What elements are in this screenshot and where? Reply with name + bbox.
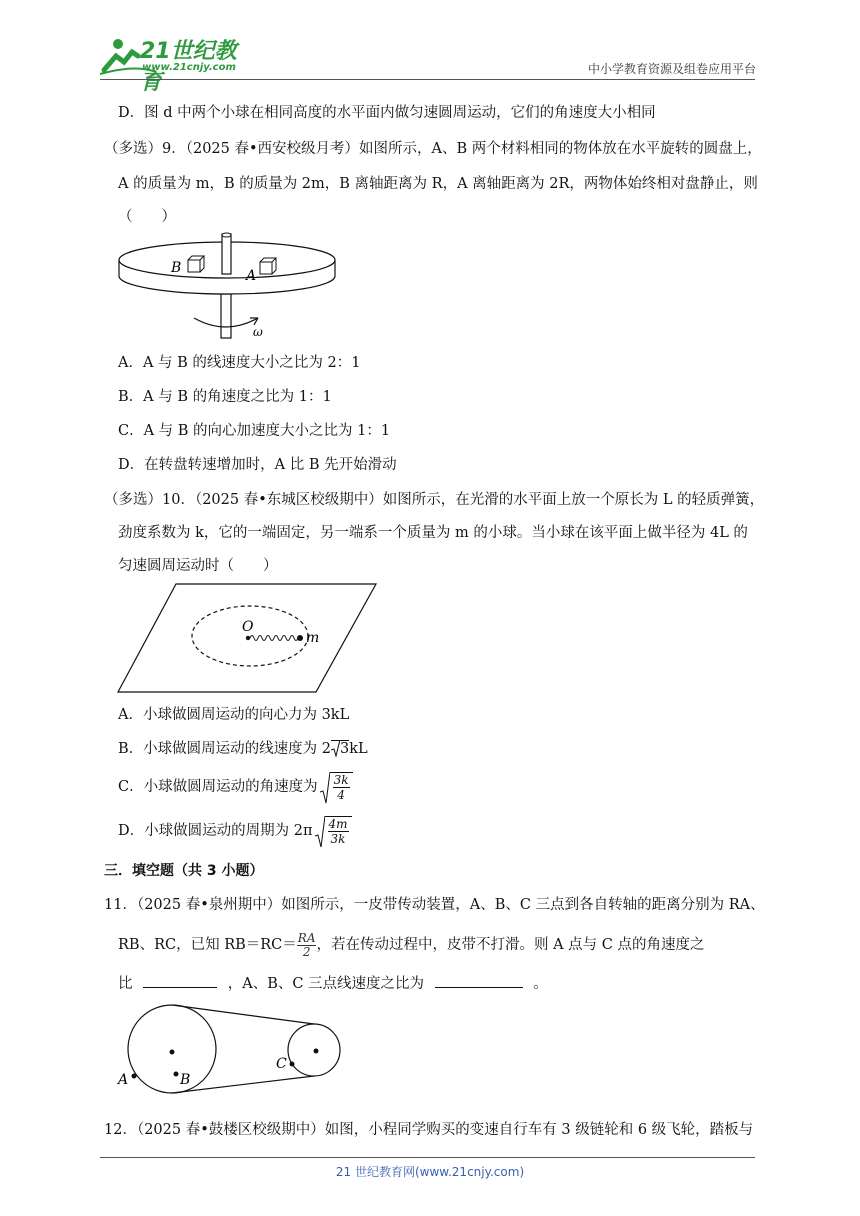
q10-c-text: C．小球做圆周运动的角速度为	[118, 779, 318, 795]
q10-b-unit: kL	[349, 741, 368, 757]
label-o: O	[242, 619, 254, 635]
q11-stem-line2	[118, 928, 705, 962]
q11-fraction	[297, 932, 317, 959]
q11-answer-blank-1[interactable]	[143, 973, 217, 988]
q10-d-denominator: 3k	[330, 832, 346, 846]
figure-spring-plane	[116, 580, 380, 696]
q11-line2-post: ，若在传动过程中，皮带不打滑。则 A 点与 C 点的角速度之	[316, 937, 705, 953]
q8-option-d: D．图 d 中两个小球在相同高度的水平面内做匀速圆周运动，它们的角速度大小相同	[118, 105, 656, 121]
footer-text: 21 世纪教育网(www.21cnjy.com)	[335, 1165, 525, 1179]
figure-belt-drive	[116, 1004, 348, 1098]
q10-b-text: B．小球做圆周运动的线速度为 2	[118, 741, 331, 757]
q11-stem-line3	[118, 973, 548, 994]
header-rule	[100, 79, 755, 80]
label-m: m	[306, 630, 320, 646]
label-b: B	[171, 260, 182, 276]
q11-line3-c: 。	[533, 976, 548, 992]
q10-b-sqrt	[331, 740, 349, 757]
q11-line3-a: 比	[118, 976, 133, 992]
figure-turntable	[116, 232, 338, 344]
q9-option-d: D．在转盘转速增加时，A 比 B 先开始滑动	[118, 457, 397, 473]
q10-option-b	[118, 739, 368, 759]
footer-rule	[100, 1157, 755, 1158]
q10-option-a: A．小球做圆周运动的向心力为 3kL	[118, 707, 350, 723]
q10-d-numerator: 4m	[328, 817, 348, 831]
q10-d-text: D．小球做圆运动的周期为 2π	[118, 823, 313, 839]
q11-fraction-numerator: RA	[297, 930, 316, 945]
q12-stem-line1: 12．（2025 春•鼓楼区校级期中）如图，小程同学购买的变速自行车有 3 级链轮和 6 级飞轮，踏板与	[104, 1122, 754, 1138]
label-omega: ω	[253, 325, 263, 339]
q9-option-a: A．A 与 B 的线速度大小之比为 2：1	[118, 355, 361, 371]
logo-url: www.21cnjy.com	[142, 62, 236, 73]
header-platform-text: 中小学教育资源及组卷应用平台	[587, 62, 756, 76]
q10-d-sqrt	[315, 816, 352, 846]
q9-option-c: C．A 与 B 的向心加速度大小之比为 1：1	[118, 423, 391, 439]
q9-option-b: B．A 与 B 的角速度之比为 1：1	[118, 389, 332, 405]
logo	[96, 34, 256, 95]
label-a: A	[118, 1072, 129, 1088]
q9-stem-line3: （ ）	[118, 209, 176, 225]
q11-line3-b: ，A、B、C 三点线速度之比为	[227, 976, 425, 992]
section-3-heading: 三．填空题（共 3 小题）	[104, 863, 264, 879]
q10-stem-line2: 劲度系数为 k，它的一端固定，另一端系一个质量为 m 的小球。当小球在该平面上做半径为 4L 的	[118, 525, 748, 541]
q10-b-radicand: 3	[340, 741, 350, 757]
q10-option-c	[118, 770, 353, 804]
q11-line2-pre: RB、RC，已知 RB＝RC＝	[118, 937, 297, 953]
q11-answer-blank-2[interactable]	[435, 973, 523, 988]
label-c: C	[276, 1056, 287, 1072]
label-a: A	[246, 268, 257, 284]
q11-fraction-denominator: 2	[302, 944, 311, 959]
q10-stem-line3: 匀速圆周运动时（ ）	[118, 558, 278, 574]
q9-stem-line1: （多选）9．（2025 春•西安校级月考）如图所示，A、B 两个材料相同的物体放在水平旋转的圆盘上，	[104, 141, 762, 157]
q10-c-sqrt	[320, 772, 353, 802]
q10-option-d	[118, 814, 352, 848]
label-b: B	[180, 1072, 191, 1088]
q10-c-denominator: 4	[337, 788, 345, 802]
q9-stem-line2: A 的质量为 m，B 的质量为 2m，B 离轴距离为 R，A 离轴距离为 2R，两物体始终相对盘静止，则	[118, 176, 758, 192]
q10-c-numerator: 3k	[333, 773, 349, 787]
logo-title: 21世纪教育	[140, 39, 237, 95]
q11-stem-line1: 11．（2025 春•泉州期中）如图所示，一皮带传动装置，A、B、C 三点到各自转轴的距离分别为 RA、	[104, 897, 765, 913]
q10-stem-line1: （多选）10．（2025 春•东城区校级期中）如图所示，在光滑的水平面上放一个原长为 L 的轻质弹簧，	[104, 492, 765, 508]
